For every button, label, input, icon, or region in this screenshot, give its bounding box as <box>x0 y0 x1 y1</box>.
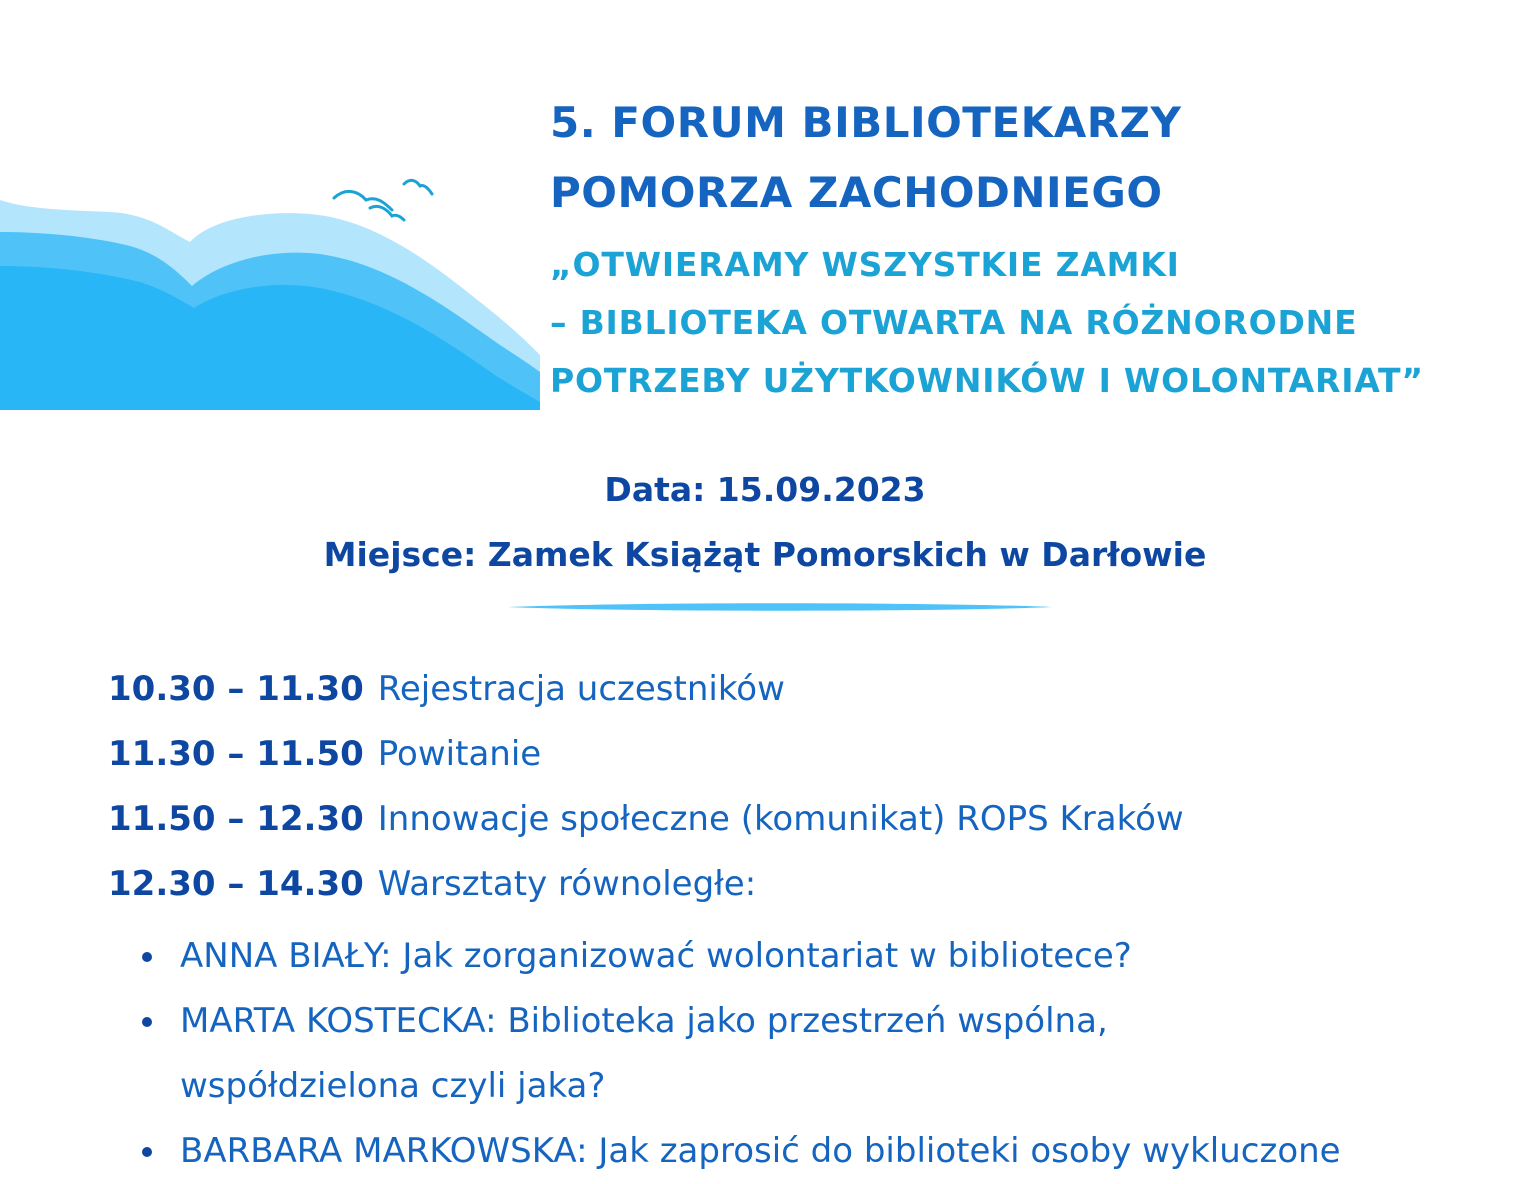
agenda-label: Powitanie <box>377 734 542 774</box>
workshop-item <box>136 1119 1516 1184</box>
subtitle <box>550 236 1520 410</box>
workshop-text: BARBARA MARKOWSKA: Jak zaprosić do biblioteki osoby wykluczone <box>180 1131 1341 1171</box>
event-place: Miejsce: Zamek Książąt Pomorskich w Darłowie <box>323 535 1207 574</box>
agenda-label: Warsztaty równoległe: <box>377 864 757 904</box>
event-date: Data: 15.09.2023 <box>604 470 926 509</box>
workshop-list <box>136 924 1516 1184</box>
title-line-2: POMORZA ZACHODNIEGO <box>550 168 1163 217</box>
bullet-icon <box>142 1147 152 1157</box>
agenda-time: 11.50 – 12.30 <box>108 799 364 839</box>
waves-illustration <box>0 170 540 410</box>
bullet-icon <box>142 1017 152 1027</box>
bullet-icon <box>142 952 152 962</box>
workshop-text-continued: współdzielona czyli jaka? <box>180 1066 606 1106</box>
subtitle-line-3: POTRZEBY UŻYTKOWNIKÓW I WOLONTARIAT” <box>550 361 1424 400</box>
header <box>550 88 1520 410</box>
agenda-item <box>108 727 1508 792</box>
agenda-item <box>108 662 1508 727</box>
divider-line <box>508 600 1053 614</box>
title-line-1: 5. FORUM BIBLIOTEKARZY <box>550 98 1182 147</box>
agenda-label: Innowacje społeczne (komunikat) ROPS Kraków <box>377 799 1184 839</box>
workshop-text: ANNA BIAŁY: Jak zorganizować wolontariat w bibliotece? <box>180 936 1132 976</box>
workshop-item <box>136 924 1516 989</box>
agenda-time: 12.30 – 14.30 <box>108 864 364 904</box>
agenda-label: Rejestracja uczestników <box>377 669 785 709</box>
workshop-item <box>136 989 1516 1119</box>
subtitle-line-1: „OTWIERAMY WSZYSTKIE ZAMKI <box>550 245 1180 284</box>
agenda <box>108 662 1508 922</box>
agenda-time: 11.30 – 11.50 <box>108 734 364 774</box>
agenda-item <box>108 857 1508 922</box>
agenda-item <box>108 792 1508 857</box>
agenda-time: 10.30 – 11.30 <box>108 669 364 709</box>
subtitle-line-2: – BIBLIOTEKA OTWARTA NA RÓŻNORODNE <box>550 303 1358 342</box>
workshop-text: MARTA KOSTECKA: Biblioteka jako przestrzeń wspólna, <box>180 1001 1108 1041</box>
seagulls-icon <box>334 180 432 220</box>
